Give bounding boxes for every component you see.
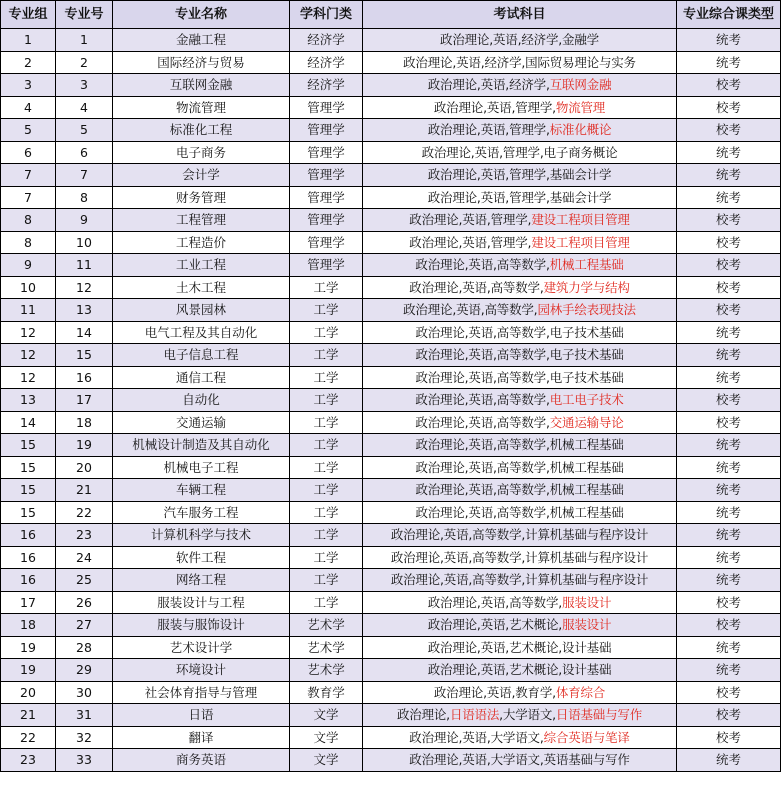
cell-category: 艺术学 (290, 636, 363, 659)
cell-group: 16 (1, 569, 56, 592)
table-row (1, 344, 781, 367)
subject-text: 政治理论,英语,高等数学, (415, 414, 550, 430)
cell-course-type: 校考 (677, 209, 781, 232)
cell-course-type: 统考 (677, 636, 781, 659)
subject-highlight: 电工电子技术 (549, 392, 624, 407)
cell-category: 艺术学 (290, 659, 363, 682)
cell-subjects (363, 546, 677, 569)
cell-major-name: 交通运输 (113, 411, 290, 434)
cell-course-type: 校考 (677, 74, 781, 97)
cell-number: 28 (56, 636, 113, 659)
cell-course-type: 统考 (677, 186, 781, 209)
cell-subjects (363, 726, 677, 749)
subject-text: 政治理论,英语,高等数学,计算机基础与程序设计 (390, 549, 649, 565)
subject-highlight: 建设工程项目管理 (531, 212, 630, 227)
cell-course-type: 校考 (677, 96, 781, 119)
cell-subjects (363, 276, 677, 299)
cell-subjects (363, 389, 677, 412)
cell-group: 9 (1, 254, 56, 277)
cell-major-name: 电气工程及其自动化 (113, 321, 290, 344)
cell-subjects (363, 186, 677, 209)
subject-text: 政治理论,英语,高等数学, (415, 257, 550, 272)
subject-text: 政治理论,英语,教育学, (433, 684, 556, 700)
table-row (1, 29, 781, 52)
cell-category: 工学 (290, 321, 363, 344)
cell-category: 经济学 (290, 29, 363, 52)
header-course-type: 专业综合课类型 (677, 1, 781, 29)
cell-major-name: 工业工程 (113, 254, 290, 277)
table-row (1, 524, 781, 547)
cell-category: 经济学 (290, 74, 363, 97)
table-row (1, 636, 781, 659)
cell-course-type: 校考 (677, 389, 781, 412)
cell-number: 7 (56, 164, 113, 187)
cell-number: 12 (56, 276, 113, 299)
cell-group: 6 (1, 141, 56, 164)
cell-major-name: 标准化工程 (113, 119, 290, 142)
subject-text: 政治理论,英语,经济学,国际贸易理论与实务 (403, 54, 636, 70)
cell-group: 10 (1, 276, 56, 299)
cell-course-type: 统考 (677, 546, 781, 569)
cell-category: 工学 (290, 479, 363, 502)
subject-text: 政治理论,英语,高等数学,电子技术基础 (415, 324, 624, 340)
cell-number: 11 (56, 254, 113, 277)
cell-course-type: 统考 (677, 141, 781, 164)
cell-number: 8 (56, 186, 113, 209)
cell-course-type: 统考 (677, 569, 781, 592)
cell-category: 工学 (290, 456, 363, 479)
subject-text: 政治理论,英语,管理学,基础会计学 (427, 189, 612, 205)
cell-course-type: 统考 (677, 51, 781, 74)
cell-category: 文学 (290, 749, 363, 772)
table-row (1, 186, 781, 209)
subject-text: 政治理论,英语,高等数学, (409, 279, 544, 295)
header-subjects: 考试科目 (363, 1, 677, 29)
cell-group: 4 (1, 96, 56, 119)
cell-subjects (363, 434, 677, 457)
subject-highlight: 建筑力学与结构 (543, 279, 630, 295)
cell-major-name: 会计学 (113, 164, 290, 187)
cell-number: 17 (56, 389, 113, 412)
cell-category: 工学 (290, 546, 363, 569)
cell-major-name: 通信工程 (113, 366, 290, 389)
table-row (1, 456, 781, 479)
cell-major-name: 电子商务 (113, 141, 290, 164)
cell-major-name: 车辆工程 (113, 479, 290, 502)
cell-major-name: 工程造价 (113, 231, 290, 254)
cell-group: 14 (1, 411, 56, 434)
subject-text: 政治理论,英语,管理学, (427, 122, 550, 137)
cell-course-type: 校考 (677, 254, 781, 277)
subject-text: 政治理论,英语,高等数学,机械工程基础 (415, 459, 624, 475)
cell-major-name: 日语 (113, 704, 290, 727)
cell-subjects (363, 614, 677, 637)
cell-group: 17 (1, 591, 56, 614)
cell-subjects (363, 749, 677, 772)
cell-category: 工学 (290, 501, 363, 524)
cell-subjects (363, 411, 677, 434)
cell-category: 工学 (290, 411, 363, 434)
cell-course-type: 统考 (677, 659, 781, 682)
cell-number: 4 (56, 96, 113, 119)
subject-text: 政治理论,英语,经济学, (427, 77, 550, 92)
subject-text: 政治理论,英语,艺术概论, (427, 617, 563, 632)
table-row (1, 479, 781, 502)
table-row (1, 614, 781, 637)
cell-group: 12 (1, 321, 56, 344)
table-row (1, 321, 781, 344)
cell-major-name: 汽车服务工程 (113, 501, 290, 524)
cell-major-name: 服装与服饰设计 (113, 614, 290, 637)
cell-category: 工学 (290, 434, 363, 457)
table-row (1, 501, 781, 524)
cell-category: 工学 (290, 569, 363, 592)
table-row (1, 546, 781, 569)
cell-course-type: 校考 (677, 681, 781, 704)
cell-group: 15 (1, 501, 56, 524)
cell-course-type: 校考 (677, 614, 781, 637)
cell-course-type: 校考 (677, 119, 781, 142)
cell-category: 教育学 (290, 681, 363, 704)
cell-course-type: 统考 (677, 164, 781, 187)
table-row (1, 659, 781, 682)
cell-major-name: 物流管理 (113, 96, 290, 119)
cell-number: 29 (56, 659, 113, 682)
cell-major-name: 互联网金融 (113, 74, 290, 97)
cell-subjects (363, 704, 677, 727)
cell-category: 管理学 (290, 186, 363, 209)
subject-highlight: 机械工程基础 (549, 257, 624, 272)
subject-highlight: 综合英语与笔译 (543, 729, 630, 745)
cell-subjects (363, 299, 677, 322)
cell-number: 5 (56, 119, 113, 142)
subject-text: 政治理论,英语,大学语文,英语基础与写作 (409, 752, 630, 767)
cell-group: 19 (1, 659, 56, 682)
cell-number: 16 (56, 366, 113, 389)
cell-group: 8 (1, 209, 56, 232)
cell-major-name: 工程管理 (113, 209, 290, 232)
cell-number: 2 (56, 51, 113, 74)
cell-major-name: 环境设计 (113, 659, 290, 682)
cell-group: 15 (1, 434, 56, 457)
subject-highlight: 标准化概论 (549, 122, 612, 137)
cell-number: 9 (56, 209, 113, 232)
subject-text: 政治理论,英语,高等数学,机械工程基础 (415, 504, 624, 520)
cell-major-name: 机械电子工程 (113, 456, 290, 479)
cell-course-type: 统考 (677, 501, 781, 524)
cell-number: 22 (56, 501, 113, 524)
cell-group: 2 (1, 51, 56, 74)
cell-number: 33 (56, 749, 113, 772)
cell-course-type: 统考 (677, 321, 781, 344)
cell-number: 25 (56, 569, 113, 592)
cell-course-type: 校考 (677, 726, 781, 749)
subject-text: 政治理论,英语,管理学,电子商务概论 (421, 144, 618, 160)
cell-major-name: 网络工程 (113, 569, 290, 592)
cell-number: 15 (56, 344, 113, 367)
subject-text: 政治理论,英语,艺术概论,设计基础 (427, 639, 612, 655)
subject-text: 政治理论,英语,高等数学, (415, 392, 550, 407)
table-row (1, 704, 781, 727)
subject-highlight: 服装设计 (562, 594, 612, 610)
cell-course-type: 校考 (677, 231, 781, 254)
table-row (1, 726, 781, 749)
cell-course-type: 统考 (677, 479, 781, 502)
subject-text: 政治理论,英语,高等数学,计算机基础与程序设计 (390, 527, 649, 542)
subject-highlight: 服装设计 (562, 617, 612, 632)
cell-subjects (363, 96, 677, 119)
cell-group: 8 (1, 231, 56, 254)
subject-text: ,大学语文, (499, 707, 556, 722)
cell-course-type: 校考 (677, 299, 781, 322)
cell-category: 工学 (290, 591, 363, 614)
table-row (1, 276, 781, 299)
cell-number: 1 (56, 29, 113, 52)
subject-text: 政治理论,英语,高等数学,机械工程基础 (415, 482, 624, 497)
cell-number: 24 (56, 546, 113, 569)
header-group: 专业组 (1, 1, 56, 29)
cell-course-type: 校考 (677, 591, 781, 614)
cell-category: 工学 (290, 366, 363, 389)
cell-major-name: 自动化 (113, 389, 290, 412)
header-number: 专业号 (56, 1, 113, 29)
cell-group: 5 (1, 119, 56, 142)
subject-text: 政治理论,英语,管理学,基础会计学 (427, 167, 612, 182)
subject-highlight: 园林手绘表现技法 (537, 302, 636, 317)
cell-major-name: 机械设计制造及其自动化 (113, 434, 290, 457)
cell-course-type: 校考 (677, 411, 781, 434)
table-body (1, 29, 781, 772)
cell-number: 32 (56, 726, 113, 749)
cell-group: 16 (1, 524, 56, 547)
header-row (1, 1, 781, 29)
cell-number: 20 (56, 456, 113, 479)
table-row (1, 411, 781, 434)
cell-number: 21 (56, 479, 113, 502)
cell-course-type: 校考 (677, 704, 781, 727)
cell-subjects (363, 51, 677, 74)
cell-subjects (363, 209, 677, 232)
subject-text: 政治理论, (396, 707, 450, 722)
cell-category: 管理学 (290, 119, 363, 142)
cell-group: 13 (1, 389, 56, 412)
cell-major-name: 服装设计与工程 (113, 591, 290, 614)
cell-subjects (363, 141, 677, 164)
cell-group: 12 (1, 366, 56, 389)
table-row (1, 681, 781, 704)
cell-group: 3 (1, 74, 56, 97)
cell-category: 管理学 (290, 209, 363, 232)
cell-subjects (363, 456, 677, 479)
cell-major-name: 软件工程 (113, 546, 290, 569)
subject-text: 政治理论,英语,高等数学,电子技术基础 (415, 347, 624, 362)
cell-major-name: 计算机科学与技术 (113, 524, 290, 547)
cell-group: 7 (1, 164, 56, 187)
cell-number: 13 (56, 299, 113, 322)
cell-major-name: 国际经济与贸易 (113, 51, 290, 74)
subject-text: 政治理论,英语,经济学,金融学 (440, 32, 599, 47)
subject-text: 政治理论,英语,高等数学,计算机基础与程序设计 (390, 572, 649, 587)
table-row (1, 749, 781, 772)
cell-number: 3 (56, 74, 113, 97)
table-row (1, 96, 781, 119)
subject-text: 政治理论,英语,管理学, (409, 212, 532, 227)
subject-highlight: 建设工程项目管理 (531, 234, 630, 250)
table-row (1, 591, 781, 614)
cell-group: 12 (1, 344, 56, 367)
cell-course-type: 统考 (677, 749, 781, 772)
cell-major-name: 社会体育指导与管理 (113, 681, 290, 704)
subject-highlight: 日语语法 (449, 707, 500, 722)
subject-text: 政治理论,英语,艺术概论,设计基础 (427, 662, 612, 677)
cell-subjects (363, 591, 677, 614)
subject-text: 政治理论,英语,大学语文, (409, 729, 544, 745)
cell-category: 文学 (290, 726, 363, 749)
cell-major-name: 艺术设计学 (113, 636, 290, 659)
cell-major-name: 土木工程 (113, 276, 290, 299)
cell-number: 31 (56, 704, 113, 727)
cell-subjects (363, 74, 677, 97)
cell-subjects (363, 164, 677, 187)
table-row (1, 51, 781, 74)
cell-category: 管理学 (290, 164, 363, 187)
cell-number: 10 (56, 231, 113, 254)
cell-major-name: 商务英语 (113, 749, 290, 772)
subject-text: 政治理论,英语,管理学, (433, 99, 556, 115)
cell-major-name: 电子信息工程 (113, 344, 290, 367)
cell-subjects (363, 254, 677, 277)
cell-category: 工学 (290, 276, 363, 299)
cell-category: 工学 (290, 344, 363, 367)
cell-number: 19 (56, 434, 113, 457)
table-row (1, 74, 781, 97)
subject-highlight: 互联网金融 (549, 77, 612, 92)
table-row (1, 299, 781, 322)
cell-category: 文学 (290, 704, 363, 727)
cell-course-type: 统考 (677, 434, 781, 457)
cell-group: 11 (1, 299, 56, 322)
cell-group: 1 (1, 29, 56, 52)
cell-number: 30 (56, 681, 113, 704)
cell-group: 16 (1, 546, 56, 569)
cell-number: 6 (56, 141, 113, 164)
cell-course-type: 统考 (677, 344, 781, 367)
cell-category: 工学 (290, 524, 363, 547)
cell-number: 14 (56, 321, 113, 344)
table-row (1, 141, 781, 164)
cell-major-name: 翻译 (113, 726, 290, 749)
cell-group: 15 (1, 479, 56, 502)
table-row (1, 389, 781, 412)
cell-group: 15 (1, 456, 56, 479)
cell-group: 19 (1, 636, 56, 659)
cell-subjects (363, 569, 677, 592)
subject-highlight: 物流管理 (555, 99, 606, 115)
cell-category: 管理学 (290, 96, 363, 119)
cell-major-name: 金融工程 (113, 29, 290, 52)
subject-highlight: 日语基础与写作 (555, 707, 643, 722)
cell-category: 经济学 (290, 51, 363, 74)
table-row (1, 569, 781, 592)
cell-major-name: 风景园林 (113, 299, 290, 322)
cell-course-type: 校考 (677, 276, 781, 299)
cell-major-name: 财务管理 (113, 186, 290, 209)
table-row (1, 119, 781, 142)
cell-number: 18 (56, 411, 113, 434)
cell-course-type: 统考 (677, 366, 781, 389)
subject-text: 政治理论,英语,高等数学, (403, 302, 538, 317)
cell-group: 21 (1, 704, 56, 727)
cell-group: 18 (1, 614, 56, 637)
subject-text: 政治理论,英语,高等数学, (427, 594, 563, 610)
subject-text: 政治理论,英语,高等数学,机械工程基础 (415, 437, 624, 452)
cell-group: 22 (1, 726, 56, 749)
table-row (1, 434, 781, 457)
table-row (1, 164, 781, 187)
table-header (1, 1, 781, 29)
subject-highlight: 交通运输导论 (549, 414, 624, 430)
cell-category: 工学 (290, 299, 363, 322)
cell-subjects (363, 636, 677, 659)
table-row (1, 231, 781, 254)
cell-number: 23 (56, 524, 113, 547)
table-row (1, 254, 781, 277)
cell-course-type: 统考 (677, 456, 781, 479)
cell-subjects (363, 524, 677, 547)
cell-subjects (363, 681, 677, 704)
cell-category: 艺术学 (290, 614, 363, 637)
cell-subjects (363, 479, 677, 502)
cell-subjects (363, 231, 677, 254)
cell-number: 26 (56, 591, 113, 614)
cell-number: 27 (56, 614, 113, 637)
header-category: 学科门类 (290, 1, 363, 29)
cell-category: 工学 (290, 389, 363, 412)
cell-course-type: 统考 (677, 29, 781, 52)
subject-text: 政治理论,英语,高等数学,电子技术基础 (415, 369, 624, 385)
cell-subjects (363, 659, 677, 682)
subject-highlight: 体育综合 (555, 684, 606, 700)
cell-group: 20 (1, 681, 56, 704)
subject-text: 政治理论,英语,管理学, (409, 234, 532, 250)
cell-category: 管理学 (290, 231, 363, 254)
cell-category: 管理学 (290, 254, 363, 277)
cell-subjects (363, 29, 677, 52)
header-major-name: 专业名称 (113, 1, 290, 29)
cell-subjects (363, 501, 677, 524)
cell-group: 7 (1, 186, 56, 209)
table-row (1, 209, 781, 232)
cell-subjects (363, 344, 677, 367)
cell-subjects (363, 321, 677, 344)
cell-category: 管理学 (290, 141, 363, 164)
cell-subjects (363, 366, 677, 389)
cell-course-type: 统考 (677, 524, 781, 547)
cell-group: 23 (1, 749, 56, 772)
table-row (1, 366, 781, 389)
cell-subjects (363, 119, 677, 142)
